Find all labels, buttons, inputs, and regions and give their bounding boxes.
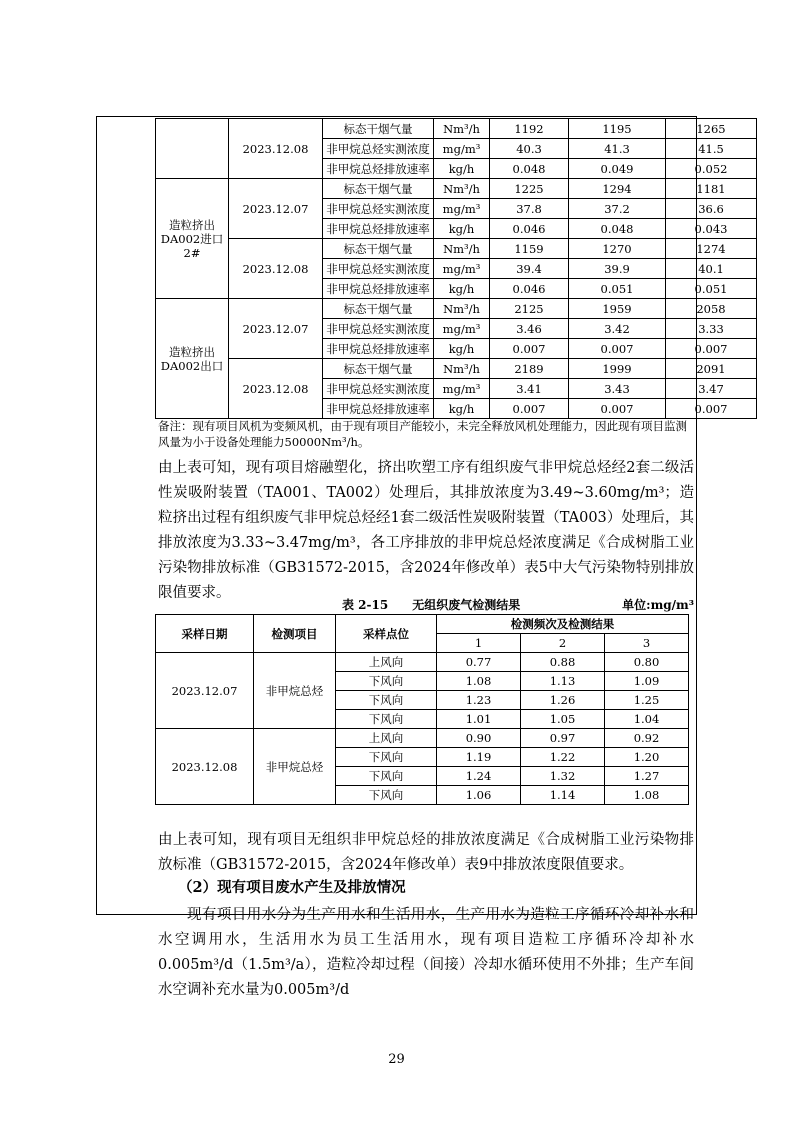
header-point: 采样点位 bbox=[336, 615, 437, 653]
item-cell: 非甲烷总烃 bbox=[254, 653, 336, 729]
value-cell: 1.32 bbox=[521, 767, 605, 786]
value-cell: 0.051 bbox=[569, 279, 666, 299]
value-cell: 0.043 bbox=[666, 219, 757, 239]
value-cell: 1.26 bbox=[521, 691, 605, 710]
unit-cell: kg/h bbox=[434, 159, 490, 179]
value-cell: 2058 bbox=[666, 299, 757, 319]
value-cell: 41.5 bbox=[666, 139, 757, 159]
table-note: 备注：现有项目风机为变频风机，由于现有项目产能较小，未完全释放风机处理能力，因此现有项目监测风量为小于设备处理能力50000Nm³/h。 bbox=[158, 419, 687, 449]
unit-cell: kg/h bbox=[434, 219, 490, 239]
point-cell: 下风向 bbox=[336, 672, 437, 691]
value-cell: 1999 bbox=[569, 359, 666, 379]
header-frequency: 3 bbox=[605, 634, 689, 653]
item-cell: 标态干烟气量 bbox=[323, 179, 434, 199]
item-cell: 非甲烷总烃实测浓度 bbox=[323, 379, 434, 399]
header-item: 检测项目 bbox=[254, 615, 336, 653]
value-cell: 1195 bbox=[569, 119, 666, 139]
value-cell: 1159 bbox=[490, 239, 569, 259]
value-cell: 0.007 bbox=[666, 399, 757, 419]
value-cell: 0.77 bbox=[437, 653, 521, 672]
item-cell: 非甲烷总烃实测浓度 bbox=[323, 319, 434, 339]
item-cell: 非甲烷总烃排放速率 bbox=[323, 159, 434, 179]
value-cell: 1.20 bbox=[605, 748, 689, 767]
value-cell: 0.048 bbox=[569, 219, 666, 239]
header-date: 采样日期 bbox=[156, 615, 254, 653]
value-cell: 0.92 bbox=[605, 729, 689, 748]
value-cell: 1.01 bbox=[437, 710, 521, 729]
table-row bbox=[156, 179, 757, 199]
unit-cell: kg/h bbox=[434, 399, 490, 419]
date-cell: 2023.12.08 bbox=[156, 729, 254, 805]
value-cell: 1.22 bbox=[521, 748, 605, 767]
value-cell: 1192 bbox=[490, 119, 569, 139]
unit-cell: kg/h bbox=[434, 279, 490, 299]
date-cell: 2023.12.08 bbox=[229, 119, 323, 179]
item-cell: 非甲烷总烃排放速率 bbox=[323, 219, 434, 239]
item-cell: 标态干烟气量 bbox=[323, 239, 434, 259]
value-cell: 37.2 bbox=[569, 199, 666, 219]
value-cell: 0.90 bbox=[437, 729, 521, 748]
item-cell: 标态干烟气量 bbox=[323, 299, 434, 319]
date-cell: 2023.12.07 bbox=[229, 179, 323, 239]
item-cell: 非甲烷总烃 bbox=[254, 729, 336, 805]
value-cell: 41.3 bbox=[569, 139, 666, 159]
date-cell: 2023.12.07 bbox=[156, 653, 254, 729]
date-cell: 2023.12.08 bbox=[229, 239, 323, 299]
table-row bbox=[156, 239, 757, 259]
value-cell: 2125 bbox=[490, 299, 569, 319]
table-caption-row bbox=[158, 596, 694, 612]
value-cell: 0.007 bbox=[569, 399, 666, 419]
value-cell: 3.46 bbox=[490, 319, 569, 339]
value-cell: 3.41 bbox=[490, 379, 569, 399]
value-cell: 0.007 bbox=[490, 399, 569, 419]
value-cell: 0.052 bbox=[666, 159, 757, 179]
value-cell: 1.06 bbox=[437, 786, 521, 805]
value-cell: 1.23 bbox=[437, 691, 521, 710]
header-frequency: 2 bbox=[521, 634, 605, 653]
value-cell: 1.13 bbox=[521, 672, 605, 691]
value-cell: 1.05 bbox=[521, 710, 605, 729]
header-frequency: 1 bbox=[437, 634, 521, 653]
value-cell: 2189 bbox=[490, 359, 569, 379]
value-cell: 1294 bbox=[569, 179, 666, 199]
unit-cell: kg/h bbox=[434, 339, 490, 359]
unit-cell: Nm³/h bbox=[434, 119, 490, 139]
unit-cell: mg/m³ bbox=[434, 259, 490, 279]
value-cell: 1274 bbox=[666, 239, 757, 259]
location-cell: 造粒挤出DA002出口 bbox=[156, 299, 229, 419]
item-cell: 标态干烟气量 bbox=[323, 359, 434, 379]
value-cell: 40.1 bbox=[666, 259, 757, 279]
point-cell: 上风向 bbox=[336, 729, 437, 748]
value-cell: 3.33 bbox=[666, 319, 757, 339]
value-cell: 0.007 bbox=[666, 339, 757, 359]
value-cell: 1.09 bbox=[605, 672, 689, 691]
unit-cell: Nm³/h bbox=[434, 359, 490, 379]
value-cell: 0.049 bbox=[569, 159, 666, 179]
value-cell: 39.9 bbox=[569, 259, 666, 279]
value-cell: 1181 bbox=[666, 179, 757, 199]
table-row bbox=[156, 653, 689, 672]
unit-cell: mg/m³ bbox=[434, 319, 490, 339]
header-result: 检测频次及检测结果 bbox=[437, 615, 689, 634]
value-cell: 36.6 bbox=[666, 199, 757, 219]
value-cell: 0.051 bbox=[666, 279, 757, 299]
value-cell: 1.27 bbox=[605, 767, 689, 786]
date-cell: 2023.12.07 bbox=[229, 299, 323, 359]
value-cell: 0.80 bbox=[605, 653, 689, 672]
fugitive-emission-table bbox=[155, 614, 689, 805]
paragraph-2: 由上表可知，现有项目无组织非甲烷总烃的排放浓度满足《合成树脂工业污染物排放标准（GB31572-2015，含2024年修改单）表9中排放浓度限值要求。 bbox=[158, 832, 694, 873]
value-cell: 1.08 bbox=[437, 672, 521, 691]
table-caption: 表 2-15 无组织废气检测结果 bbox=[342, 598, 521, 612]
value-cell: 40.3 bbox=[490, 139, 569, 159]
table-row bbox=[156, 119, 757, 139]
point-cell: 下风向 bbox=[336, 710, 437, 729]
unit-cell: Nm³/h bbox=[434, 299, 490, 319]
point-cell: 下风向 bbox=[336, 691, 437, 710]
item-cell: 标态干烟气量 bbox=[323, 119, 434, 139]
value-cell: 1.14 bbox=[521, 786, 605, 805]
value-cell: 1.25 bbox=[605, 691, 689, 710]
emission-table bbox=[155, 118, 757, 419]
value-cell: 37.8 bbox=[490, 199, 569, 219]
value-cell: 2091 bbox=[666, 359, 757, 379]
item-cell: 非甲烷总烃实测浓度 bbox=[323, 199, 434, 219]
item-cell: 非甲烷总烃实测浓度 bbox=[323, 139, 434, 159]
location-cell: 造粒挤出DA002进口2# bbox=[156, 179, 229, 299]
value-cell: 0.046 bbox=[490, 279, 569, 299]
value-cell: 1.04 bbox=[605, 710, 689, 729]
item-cell: 非甲烷总烃排放速率 bbox=[323, 279, 434, 299]
location-cell bbox=[156, 119, 229, 179]
value-cell: 3.43 bbox=[569, 379, 666, 399]
table-row bbox=[156, 299, 757, 319]
value-cell: 1265 bbox=[666, 119, 757, 139]
value-cell: 1270 bbox=[569, 239, 666, 259]
item-cell: 非甲烷总烃排放速率 bbox=[323, 339, 434, 359]
value-cell: 39.4 bbox=[490, 259, 569, 279]
value-cell: 0.007 bbox=[490, 339, 569, 359]
item-cell: 非甲烷总烃排放速率 bbox=[323, 399, 434, 419]
date-cell: 2023.12.08 bbox=[229, 359, 323, 419]
unit-cell: mg/m³ bbox=[434, 139, 490, 159]
value-cell: 0.007 bbox=[569, 339, 666, 359]
value-cell: 3.42 bbox=[569, 319, 666, 339]
point-cell: 上风向 bbox=[336, 653, 437, 672]
value-cell: 0.048 bbox=[490, 159, 569, 179]
table-unit: 单位:mg/m³ bbox=[622, 598, 694, 612]
table-row bbox=[156, 359, 757, 379]
value-cell: 3.47 bbox=[666, 379, 757, 399]
value-cell: 0.88 bbox=[521, 653, 605, 672]
value-cell: 0.046 bbox=[490, 219, 569, 239]
section-heading: （2）现有项目废水产生及排放情况 bbox=[178, 879, 406, 896]
value-cell: 0.97 bbox=[521, 729, 605, 748]
value-cell: 1.08 bbox=[605, 786, 689, 805]
header-row bbox=[156, 615, 689, 634]
point-cell: 下风向 bbox=[336, 767, 437, 786]
item-cell: 非甲烷总烃实测浓度 bbox=[323, 259, 434, 279]
value-cell: 1959 bbox=[569, 299, 666, 319]
unit-cell: Nm³/h bbox=[434, 239, 490, 259]
paragraph-3: 现有项目用水分为生产用水和生活用水，生产用水为造粒工序循环冷却补水和水空调用水，生活用水为员工生活用水，现有项目造粒工序循环冷却补水0.005m³/d（1.5m³/a），造粒冷却过程（间接）冷却水循环使用不外排；生产车间水空调补充水量为0.005m³/d bbox=[158, 907, 694, 998]
table-row bbox=[156, 729, 689, 748]
point-cell: 下风向 bbox=[336, 786, 437, 805]
point-cell: 下风向 bbox=[336, 748, 437, 767]
page-number: 29 bbox=[388, 1052, 405, 1067]
unit-cell: Nm³/h bbox=[434, 179, 490, 199]
unit-cell: mg/m³ bbox=[434, 379, 490, 399]
value-cell: 1225 bbox=[490, 179, 569, 199]
value-cell: 1.24 bbox=[437, 767, 521, 786]
unit-cell: mg/m³ bbox=[434, 199, 490, 219]
paragraph-1: 由上表可知，现有项目熔融塑化，挤出吹塑工序有组织废气非甲烷总烃经2套二级活性炭吸附装置（TA001、TA002）处理后，其排放浓度为3.49~3.60mg/m³；造粒挤出过程有组织废气非甲烷总烃经1套二级活性炭吸附装置（TA003）处理后，其排放浓度为3.33~3.47mg/m³，各工序排放的非甲烷总烃浓度满足《合成树脂工业污染物排放标准（GB31572-2015，含2024年修改单）表5中大气污染物特别排放限值要求。 bbox=[158, 460, 694, 601]
value-cell: 1.19 bbox=[437, 748, 521, 767]
